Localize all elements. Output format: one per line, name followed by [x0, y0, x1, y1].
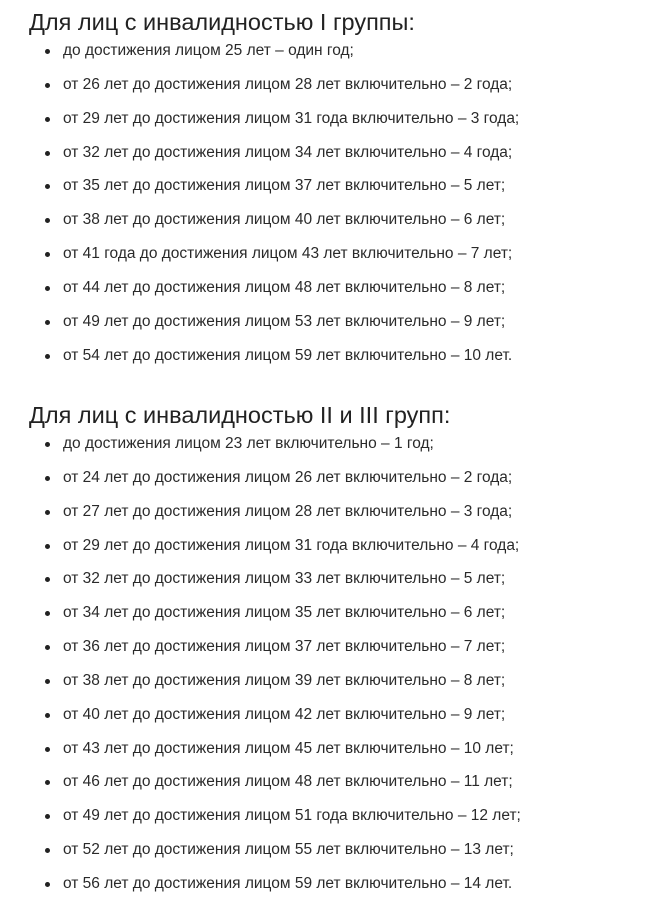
bullet-icon: [45, 780, 50, 785]
list-item-text: от 49 лет до достижения лицом 53 лет включительно – 9 лет;: [63, 312, 506, 330]
bullet-icon: [45, 713, 50, 718]
list-item: [29, 41, 648, 75]
section-heading: Для лиц с инвалидностью I группы:: [29, 9, 415, 35]
list-item: [29, 671, 648, 705]
list-item-text: от 40 лет до достижения лицом 42 лет включительно – 9 лет;: [63, 705, 506, 723]
bullet-icon: [45, 544, 50, 549]
bullet-icon: [45, 442, 50, 447]
bullet-icon: [45, 645, 50, 650]
list-item: [29, 143, 648, 177]
bullet-list: [29, 434, 648, 908]
list-item: [29, 75, 648, 109]
list-item-text: от 43 лет до достижения лицом 45 лет включительно – 10 лет;: [63, 739, 514, 757]
list-item-text: от 26 лет до достижения лицом 28 лет включительно – 2 года;: [63, 75, 513, 93]
list-item-text: от 32 лет до достижения лицом 33 лет включительно – 5 лет;: [63, 570, 506, 588]
bullet-icon: [45, 510, 50, 515]
list-item: [29, 705, 648, 739]
list-item-text: от 49 лет до достижения лицом 51 года включительно – 12 лет;: [63, 807, 521, 825]
bullet-icon: [45, 577, 50, 582]
list-item-text: от 56 лет до достижения лицом 59 лет включительно – 14 лет.: [63, 874, 513, 892]
bullet-icon: [45, 49, 50, 54]
bullet-icon: [45, 252, 50, 257]
list-item: [29, 468, 648, 502]
list-item: [29, 637, 648, 671]
list-item-text: от 36 лет до достижения лицом 37 лет включительно – 7 лет;: [63, 638, 506, 656]
bullet-icon: [45, 117, 50, 122]
list-item-text: от 52 лет до достижения лицом 55 лет включительно – 13 лет;: [63, 841, 514, 859]
list-item: [29, 502, 648, 536]
list-item: [29, 210, 648, 244]
bullet-icon: [45, 747, 50, 752]
section-group-1: [29, 7, 648, 379]
list-item: [29, 346, 648, 380]
list-item: [29, 739, 648, 773]
list-item: [29, 434, 648, 468]
bullet-icon: [45, 320, 50, 325]
list-item-text: от 29 лет до достижения лицом 31 года включительно – 4 года;: [63, 536, 520, 554]
list-item-text: от 46 лет до достижения лицом 48 лет включительно – 11 лет;: [63, 773, 513, 791]
list-item: [29, 312, 648, 346]
list-item-text: до достижения лицом 25 лет – один год;: [63, 42, 354, 59]
bullet-icon: [45, 151, 50, 156]
list-item-text: от 38 лет до достижения лицом 40 лет включительно – 6 лет;: [63, 211, 506, 229]
list-item-text: от 29 лет до достижения лицом 31 года включительно – 3 года;: [63, 109, 520, 127]
bullet-list: [29, 41, 648, 379]
bullet-icon: [45, 679, 50, 684]
list-item: [29, 806, 648, 840]
list-item: [29, 840, 648, 874]
bullet-icon: [45, 848, 50, 853]
list-item: [29, 536, 648, 570]
bullet-icon: [45, 184, 50, 189]
list-item: [29, 278, 648, 312]
bullet-icon: [45, 218, 50, 223]
section-heading: Для лиц с инвалидностью II и III групп:: [29, 402, 451, 428]
bullet-icon: [45, 882, 50, 887]
list-item: [29, 569, 648, 603]
list-item-text: от 27 лет до достижения лицом 28 лет включительно – 3 года;: [63, 502, 513, 520]
list-item: [29, 244, 648, 278]
list-item-text: от 41 года до достижения лицом 43 лет включительно – 7 лет;: [63, 245, 513, 263]
list-item-text: от 32 лет до достижения лицом 34 лет включительно – 4 года;: [63, 143, 513, 161]
bullet-icon: [45, 354, 50, 359]
bullet-icon: [45, 611, 50, 616]
bullet-icon: [45, 476, 50, 481]
bullet-icon: [45, 814, 50, 819]
list-item: [29, 109, 648, 143]
list-item-text: от 35 лет до достижения лицом 37 лет включительно – 5 лет;: [63, 177, 506, 195]
list-item: [29, 603, 648, 637]
list-item: [29, 176, 648, 210]
list-item: [29, 772, 648, 806]
bullet-icon: [45, 83, 50, 88]
list-item-text: до достижения лицом 23 лет включительно – 1 год;: [63, 435, 434, 452]
section-group-2-3: [29, 400, 648, 908]
bullet-icon: [45, 286, 50, 291]
list-item-text: от 44 лет до достижения лицом 48 лет включительно – 8 лет;: [63, 278, 506, 296]
list-item-text: от 24 лет до достижения лицом 26 лет включительно – 2 года;: [63, 468, 513, 486]
list-item-text: от 38 лет до достижения лицом 39 лет включительно – 8 лет;: [63, 671, 506, 689]
list-item: [29, 874, 648, 908]
list-item-text: от 34 лет до достижения лицом 35 лет включительно – 6 лет;: [63, 604, 506, 622]
list-item-text: от 54 лет до достижения лицом 59 лет включительно – 10 лет.: [63, 346, 513, 364]
